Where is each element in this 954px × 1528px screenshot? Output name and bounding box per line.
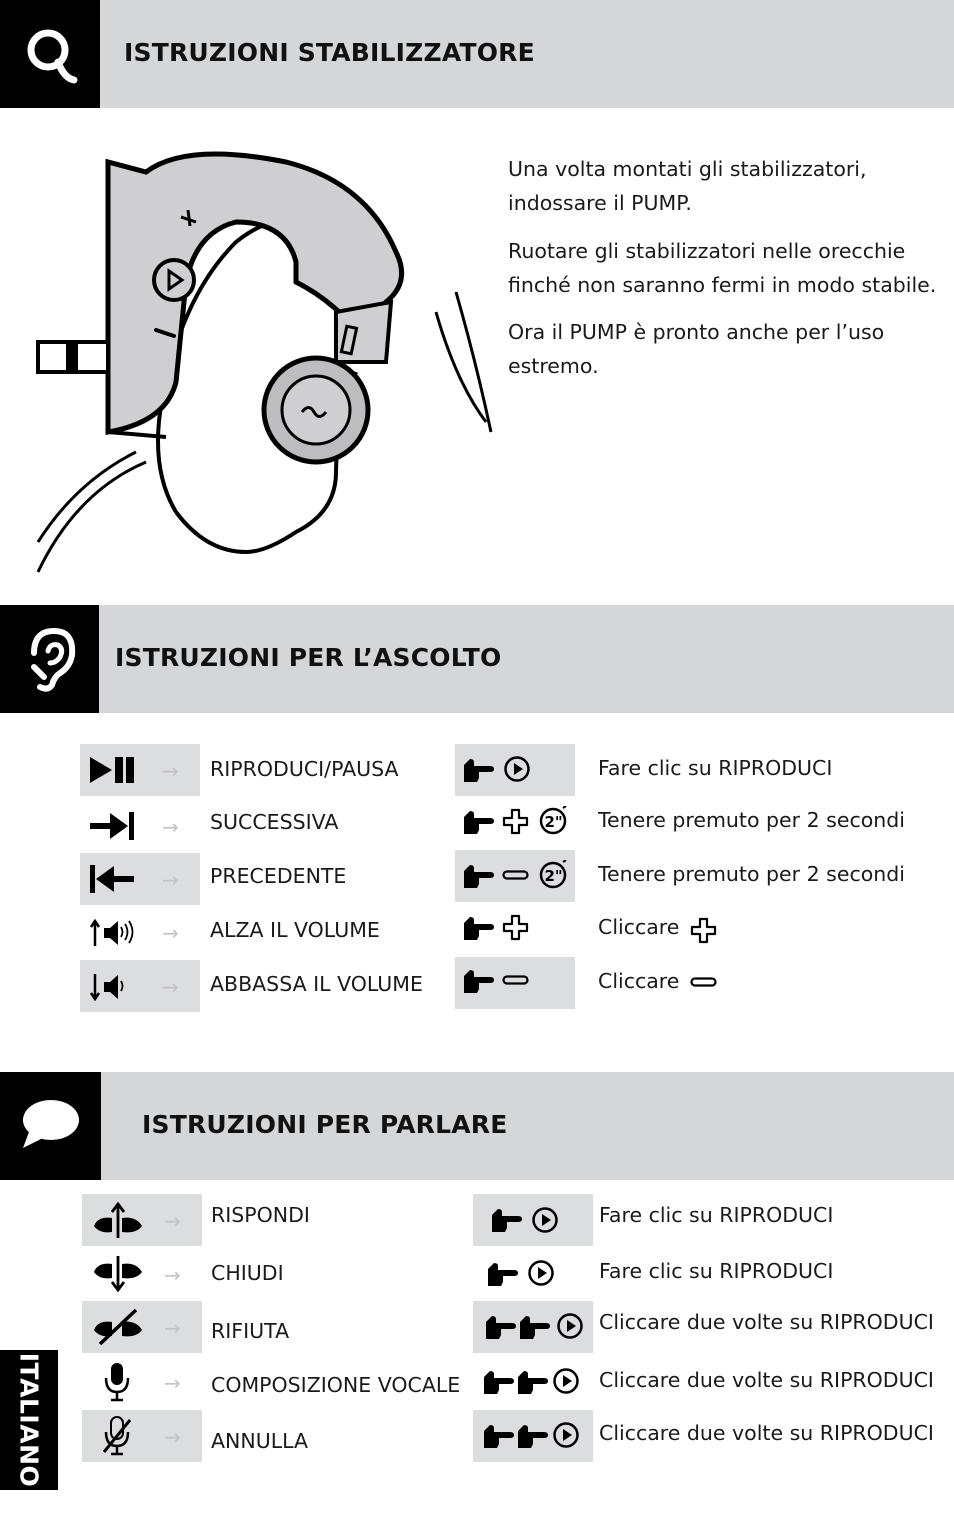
stabilizer-paragraph-3: Ora il PUMP è pronto anche per l’uso estremo. xyxy=(508,320,885,378)
talk-label-3: RIFIUTA xyxy=(211,1319,290,1343)
listen-desc-4: Cliccare xyxy=(598,915,680,939)
tap-hand-icon xyxy=(517,1370,549,1396)
stabilizer-paragraph-2: Ruotare gli stabilizzatori nelle orecchie finché non saranno fermi in modo stabile. xyxy=(508,239,937,297)
tap-hand-icon xyxy=(463,916,495,942)
ear-icon xyxy=(20,623,80,693)
tap-hand-icon xyxy=(519,1315,551,1341)
listen-gesture-2 xyxy=(455,796,575,848)
arrow-icon: → xyxy=(164,1209,181,1233)
play-button-icon xyxy=(504,756,531,783)
listen-gesture-5 xyxy=(455,957,575,1009)
language-tab-label: ITALIANO xyxy=(14,1352,44,1488)
two-seconds-icon xyxy=(539,860,569,890)
talk-row-2-box xyxy=(82,1248,202,1300)
talk-row-4-box xyxy=(82,1356,202,1408)
arrow-icon: → xyxy=(164,1371,181,1395)
tap-hand-icon xyxy=(487,1262,519,1288)
listen-label-2: SUCCESSIVA xyxy=(210,810,339,834)
talk-desc-2: Fare clic su RIPRODUCI xyxy=(599,1259,834,1283)
arrow-icon: → xyxy=(162,921,179,945)
tap-hand-icon xyxy=(463,758,495,784)
arrow-icon: → xyxy=(162,815,179,839)
listen-gesture-3 xyxy=(455,850,575,902)
talk-gesture-1 xyxy=(473,1194,593,1246)
microphone-icon xyxy=(102,1362,132,1402)
stabilizer-header xyxy=(0,0,954,108)
tap-hand-icon xyxy=(483,1424,515,1450)
tap-hand-icon xyxy=(517,1424,549,1450)
tap-hand-icon xyxy=(463,969,495,995)
play-button-icon xyxy=(553,1368,580,1395)
listen-row-3-box xyxy=(80,853,200,905)
play-button-icon xyxy=(532,1207,559,1234)
listen-label-4: ALZA IL VOLUME xyxy=(210,918,380,942)
talking-header xyxy=(0,1072,954,1180)
speech-bubble-icon xyxy=(21,1098,81,1154)
plus-button-icon xyxy=(690,917,718,945)
tap-hand-icon xyxy=(463,864,495,890)
arrow-icon: → xyxy=(164,1316,181,1340)
talk-desc-5: Cliccare due volte su RIPRODUCI xyxy=(599,1421,934,1445)
talk-desc-3: Cliccare due volte su RIPRODUCI xyxy=(599,1310,934,1334)
minus-button-icon xyxy=(502,975,530,987)
listen-gesture-4 xyxy=(455,904,575,956)
talking-title: ISTRUZIONI PER PARLARE xyxy=(142,1110,508,1139)
talk-gesture-3 xyxy=(473,1301,593,1353)
search-icon xyxy=(22,22,82,92)
tap-hand-icon xyxy=(483,1370,515,1396)
two-seconds-icon xyxy=(539,806,569,836)
talk-row-5-box xyxy=(82,1410,202,1462)
listen-desc-3: Tenere premuto per 2 secondi xyxy=(598,862,905,886)
listen-label-3: PRECEDENTE xyxy=(210,864,347,888)
arrow-icon: → xyxy=(162,975,179,999)
volume-down-icon xyxy=(90,972,140,1002)
minus-button-icon xyxy=(690,977,718,989)
arrow-icon: → xyxy=(164,1263,181,1287)
talk-desc-1: Fare clic su RIPRODUCI xyxy=(599,1203,834,1227)
listen-row-2-box xyxy=(80,800,200,852)
arrow-icon: → xyxy=(164,1425,181,1449)
stabilizer-paragraph-1: Una volta montati gli stabilizzatori, indossare il PUMP. xyxy=(508,157,867,215)
previous-track-icon xyxy=(90,864,138,894)
minus-button-icon xyxy=(502,870,530,882)
listening-title: ISTRUZIONI PER L’ASCOLTO xyxy=(115,643,502,672)
talk-label-4: COMPOSIZIONE VOCALE xyxy=(211,1373,461,1397)
talk-row-3-box xyxy=(82,1301,202,1353)
talk-label-5: ANNULLA xyxy=(211,1429,309,1453)
talk-gesture-2 xyxy=(473,1248,593,1300)
play-button-icon xyxy=(557,1313,584,1340)
plus-button-icon xyxy=(502,808,530,836)
talk-label-2: CHIUDI xyxy=(211,1261,284,1285)
earphone-illustration xyxy=(36,132,496,582)
language-tab xyxy=(0,1350,58,1490)
listening-header xyxy=(0,605,954,713)
play-pause-icon xyxy=(90,756,138,784)
plus-button-icon xyxy=(502,914,530,942)
answer-call-icon xyxy=(92,1202,144,1240)
talk-gesture-4 xyxy=(473,1356,593,1408)
speech-bubble-icon-block xyxy=(0,1072,101,1180)
play-button-icon xyxy=(553,1422,580,1449)
talk-label-1: RISPONDI xyxy=(211,1203,310,1227)
stabilizer-title: ISTRUZIONI STABILIZZATORE xyxy=(124,38,535,67)
listen-gesture-1 xyxy=(455,744,575,796)
talk-desc-4: Cliccare due volte su RIPRODUCI xyxy=(599,1368,934,1392)
tap-hand-icon xyxy=(485,1315,517,1341)
next-track-icon xyxy=(90,811,138,841)
listen-row-1-box xyxy=(80,744,200,796)
listen-label-1: RIPRODUCI/PAUSA xyxy=(210,757,399,781)
reject-call-icon xyxy=(92,1308,144,1346)
play-button-icon xyxy=(528,1260,555,1287)
listen-row-4-box xyxy=(80,906,200,958)
talk-gesture-5 xyxy=(473,1410,593,1462)
arrow-icon: → xyxy=(162,868,179,892)
end-call-icon xyxy=(92,1254,144,1292)
listen-desc-1: Fare clic su RIPRODUCI xyxy=(598,756,833,780)
mute-microphone-icon xyxy=(100,1416,134,1456)
search-icon-block xyxy=(0,0,100,108)
listen-row-5-box xyxy=(80,960,200,1012)
tap-hand-icon xyxy=(463,810,495,836)
ear-icon-block xyxy=(0,605,99,713)
arrow-icon: → xyxy=(162,759,179,783)
talk-row-1-box xyxy=(82,1194,202,1246)
listen-desc-2: Tenere premuto per 2 secondi xyxy=(598,808,905,832)
listen-desc-5: Cliccare xyxy=(598,969,680,993)
tap-hand-icon xyxy=(491,1208,523,1234)
volume-up-icon xyxy=(90,918,140,948)
listen-label-5: ABBASSA IL VOLUME xyxy=(210,972,423,996)
